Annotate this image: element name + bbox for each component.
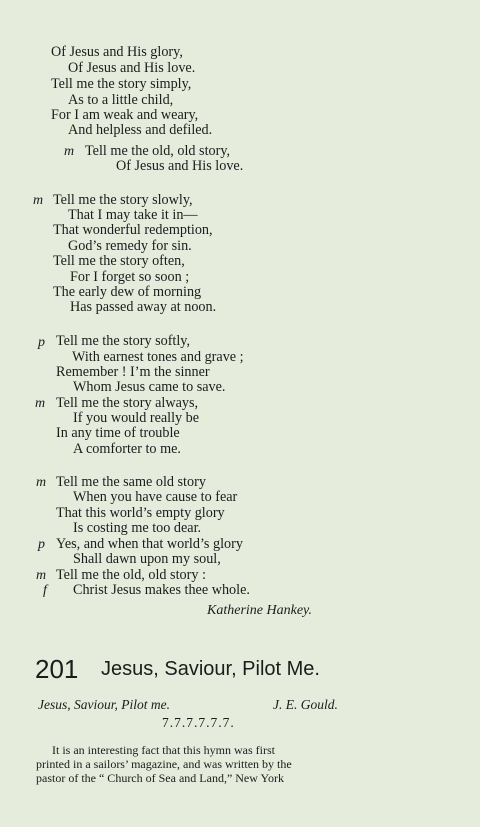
verse-line: As to a little child, [68, 92, 174, 108]
verse-line: Has passed away at noon. [70, 299, 217, 315]
verse-line: If you would really be [73, 410, 200, 426]
verse-line: In any time of trouble [56, 425, 180, 441]
hymn-note-line: It is an interesting fact that this hymn was first [52, 743, 275, 757]
hymn-note-line: printed in a sailors’ magazine, and was written by the [36, 757, 292, 771]
verse-line: Is costing me too dear. [73, 520, 202, 536]
verse-line: Yes, and when that world’s glory [56, 536, 243, 552]
verse-line: That this world’s empty glory [56, 505, 225, 521]
verse-line: And helpless and defiled. [68, 122, 213, 138]
dynamic-mark: m [64, 144, 75, 159]
verse-line: Tell me the old, old story : [56, 567, 206, 583]
verse-line: That wonderful redemption, [53, 222, 213, 238]
dynamic-mark: f [43, 583, 47, 598]
dynamic-mark: p [38, 537, 45, 552]
verse-line: Of Jesus and His glory, [51, 44, 183, 60]
verse-line: Tell me the story always, [56, 395, 199, 411]
verse-line: For I forget so soon ; [70, 269, 190, 285]
dynamic-mark: m [36, 475, 47, 490]
hymn-note-line: pastor of the “ Church of Sea and Land,” New York [36, 771, 284, 785]
verse-line: Tell me the old, old story, [85, 143, 231, 159]
hymn-number: 201 [35, 654, 79, 684]
verse-line: When you have cause to fear [73, 489, 238, 505]
verse-line: God’s remedy for sin. [68, 238, 192, 254]
hymn-meter: 7.7.7.7.7.7. [162, 715, 235, 730]
verse-line: Tell me the same old story [56, 474, 206, 490]
hymn-title: Jesus, Saviour, Pilot Me. [101, 658, 320, 680]
verse-line: The early dew of morning [53, 284, 202, 300]
composer: J. E. Gould. [273, 697, 338, 712]
tune-name: Jesus, Saviour, Pilot me. [38, 697, 170, 712]
dynamic-mark: p [38, 335, 45, 350]
dynamic-mark: m [36, 568, 47, 583]
verse-line: Whom Jesus came to save. [73, 379, 226, 395]
verse-line: That I may take it in— [68, 207, 198, 223]
verse-line: For I am weak and weary, [51, 107, 199, 123]
verse-line: Tell me the story simply, [51, 76, 192, 92]
verse-line: Of Jesus and His love. [116, 158, 244, 174]
hymn-author: Katherine Hankey. [207, 603, 312, 618]
verse-line: Remember ! I’m the sinner [56, 364, 210, 380]
verse-line: Of Jesus and His love. [68, 60, 196, 76]
dynamic-mark: m [33, 193, 44, 208]
verse-line: Christ Jesus makes thee whole. [73, 582, 250, 598]
verse-line: Tell me the story softly, [56, 333, 191, 349]
verse-line: Shall dawn upon my soul, [73, 551, 221, 567]
verse-line: A comforter to me. [73, 441, 181, 457]
verse-line: Tell me the story slowly, [53, 192, 193, 208]
dynamic-mark: m [35, 396, 46, 411]
verse-line: With earnest tones and grave ; [72, 349, 244, 365]
verse-line: Tell me the story often, [53, 253, 185, 269]
